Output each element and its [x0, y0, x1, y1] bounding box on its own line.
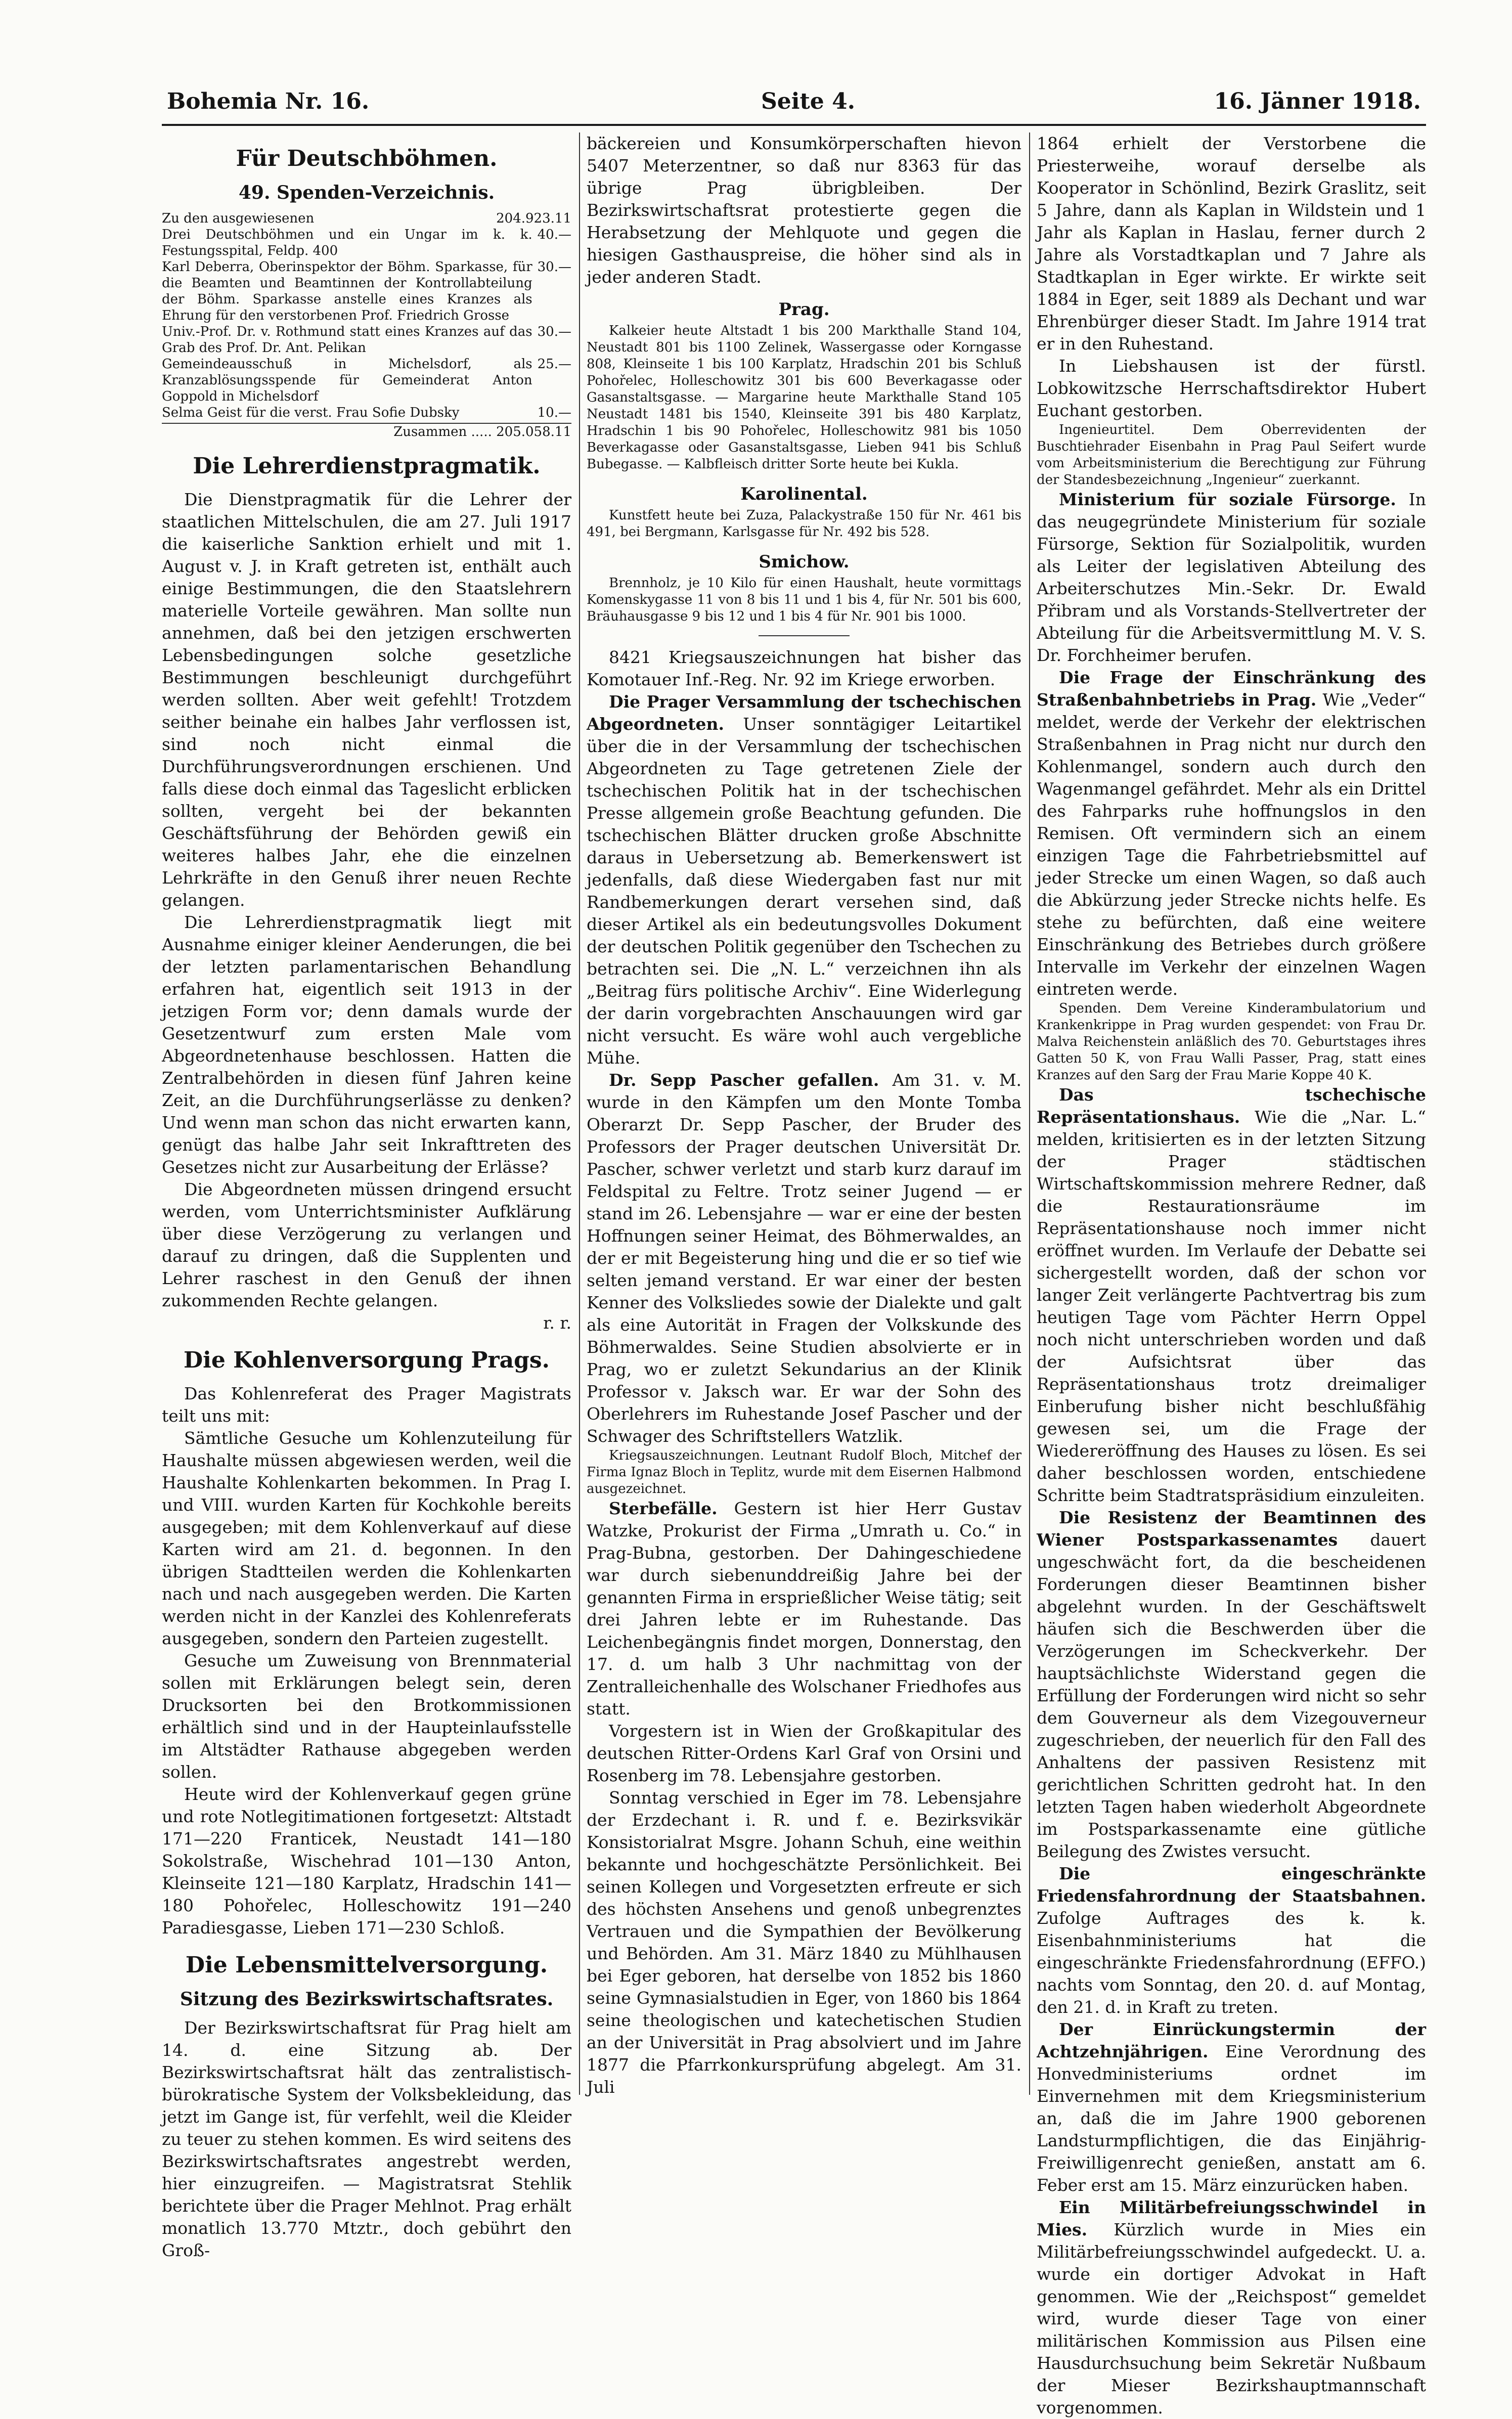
article-lead-label: Der Einrückungstermin der Achtzehnjährigen. — [1037, 2019, 1426, 2061]
donation-text: Selma Geist für die verst. Frau Sofie Dubsky — [162, 405, 460, 420]
donation-text: Gemeindeausschuß in Michelsdorf, als Kranzablösungsspende für Gemeinderat Anton Goppold in Michelsdorf — [162, 357, 532, 404]
donation-row — [162, 405, 571, 421]
article-text: Kürzlich wurde in Mies ein Militärbefreiungsschwindel aufgedeckt. U. a. wurde ein dortiger Advokat in Haft genommen. Wie der „Reichspost“ gemeldet wird, wurde dieser Tage von einer militärischen Kommission aus Pilsen eine Hausdurchsuchung beim Sekretär Nußbaum der Mieser Bezirkshauptmannschaft vorgenommen. — [1037, 2220, 1426, 2417]
article-lead-label: Sterbefälle. — [609, 1499, 718, 1518]
article-paragraph: Sämtliche Gesuche um Kohlenzuteilung für Haushalte müssen abgewiesen werden, weil die Haushalte Kohlenkarten bekommen. In Prag I. und VIII. wurden Karten für Kochkohle bereits ausgegeben; mit dem Kohlenverkauf auf diese Karten wird am 21. d. begonnen. In den übrigen Stadtteilen werden die Kohlenkarten nach und nach ausgegeben werden. Die Karten werden nicht in der Kanzlei des Kohlenreferats ausgegeben, sondern den Parteien zugestellt. — [162, 1428, 571, 1648]
article-text: Eine Verordnung des Honvedministeriums ordnet im Einvernehmen mit dem Kriegsministerium an, daß die im Jahre 1900 geborenen Landsturmpflichtigen, die das Einjährig-Freiwilligenrecht genießen, anstatt am 6. Feber erst am 15. März einzurücken haben. — [1037, 2042, 1426, 2195]
article-lead-label: Die eingeschränkte Friedensfahrordnung der Staatsbahnen. — [1037, 1864, 1426, 1906]
article-paragraph: bäckereien und Konsumkörperschaften hievon 5407 Meterzentner, so daß nur 8363 für das übrige Prag übrigbleiben. Der Bezirkswirtschaftsrat protestierte gegen die Herabsetzung der Mehlquote und gegen die hiesigen Gasthauspreise, die höher sind als in jeder anderen Stadt. — [587, 134, 1021, 287]
article-paragraph — [1037, 2196, 1426, 2419]
notice-paragraph: Ingenieurtitel. Dem Oberrevidenten der Buschtiehrader Eisenbahn in Prag Paul Seifert wurde vom Arbeitsministerium die Berechtigung zur Führung der Standesbezeichnung „Ingenieur“ zuerkannt. — [1037, 422, 1426, 488]
article-paragraph — [1037, 489, 1426, 667]
section-heading-prag: Prag. — [778, 299, 830, 320]
donation-row — [162, 210, 571, 227]
column-divider — [1029, 133, 1030, 2095]
article-paragraph: Heute wird der Kohlenverkauf gegen grüne und rote Notlegitimationen fortgesetzt: Altstadt 171—220 Franticek, Neustadt 141—180 Sokolstraße, Wischehrad 101—130 Anton, Kleinseite 121—180 Karplatz, Hradschin 141—180 Pohořelec, Holleschowitz 191—240 Paradiesgasse, Lieben 171—230 Schloß. — [162, 1784, 571, 1938]
column-divider — [579, 133, 580, 2095]
column-3 — [1037, 133, 1426, 2417]
donation-row — [162, 259, 571, 324]
section-separator — [759, 635, 850, 636]
donation-row — [162, 324, 571, 356]
page-header — [167, 89, 1421, 119]
article-paragraph — [1037, 1863, 1426, 2018]
article-paragraph — [1037, 1507, 1426, 1863]
article-paragraph: Das Kohlenreferat des Prager Magistrats teilt uns mit: — [162, 1384, 571, 1426]
article-text: Unser sonntägiger Leitartikel über die in der Versammlung der tschechischen Abgeordneten zu Tage getretenen Ziele der tschechischen Politik hat in der tschechischen Presse allgemein große Beachtung gefunden. Die tschechischen Blätter drucken große Abschnitte daraus in Uebersetzung ab. Bemerkenswert ist jedenfalls, daß diese Wiedergaben fast nur mit Randbemerkungen derart versehen sind, daß dieser Artikel als ein bedeutungsvolles Dokument der deutschen Politik gegenüber den Tschechen zu betrachten sei. Die „N. L.“ verzeichnen ihn als „Beitrag fürs politische Archiv“. Eine Widerlegung der darin vorgebrachten Anschauungen wird gar nicht versucht. Es wäre wohl auch vergebliche Mühe. — [587, 714, 1021, 1068]
header-date: 16. Jänner 1918. — [1214, 89, 1421, 114]
subheadline-spenden: 49. Spenden-Verzeichnis. — [238, 182, 495, 203]
article-paragraph: 8421 Kriegsauszeichnungen hat bisher das Komotauer Inf.-Reg. Nr. 92 im Kriege erworben. — [587, 647, 1021, 689]
notice-paragraph: Spenden. Dem Vereine Kinderambulatorium und Krankenkrippe in Prag wurden gespendet: von Frau Dr. Malva Reichenstein anläßlich des 70. Geburtstages ihres Gatten 50 K, von Frau Walli Passer, Prag, statt eines Kranzes auf den Sarg der Frau Marie Koppe 40 K. — [1037, 1001, 1426, 1083]
donation-row — [162, 356, 571, 405]
donation-total: Zusammen ..... 205.058.11 — [162, 423, 571, 440]
article-text: Zufolge Auftrages des k. k. Eisenbahnministeriums hat die eingeschränkte Friedensfahrordnung (EFFO.) nachts vom Sonntag, den 20. d. auf Montag, den 21. d. in Kraft zu treten. — [1037, 1908, 1426, 2017]
article-lead-label: Das tschechische Repräsentationshaus. — [1037, 1085, 1426, 1127]
notice-paragraph: Brennholz, je 10 Kilo für einen Haushalt, heute vormittags Komenskygasse 11 von 8 bis 11 und 1 bis 4, für Nr. 501 bis 600, Bräuhausgasse 9 bis 12 und 1 bis 4 für Nr. 901 bis 1000. — [587, 576, 1021, 624]
article-paragraph: Sonntag verschied in Eger im 78. Lebensjahre der Erzdechant i. R. und f. e. Bezirksvikär Konsistorialrat Msgre. Johann Schuh, eine weithin bekannte und hochgeschätzte Persönlichkeit. Bei seinen Kollegen und Vorgesetzten erfreute er sich des höchsten Ansehens und genoß unbegrenztes Vertrauen und die Sympathien der Bevölkerung und Behörden. Am 31. März 1840 zu Mühlhausen bei Eger geboren, hat derselbe von 1852 bis 1860 seine Gymnasialstudien in Eger, von 1860 bis 1864 seine theologischen und katechetischen Studien an der Universität in Prag absolviert und im Jahre 1877 die Pfarrkonkursprüfung abgelegt. Am 31. Juli — [587, 1788, 1021, 2097]
article-paragraph — [587, 691, 1021, 1069]
donation-amount: 30.— — [537, 324, 571, 339]
total-label: Zusammen — [393, 424, 467, 439]
article-paragraph: Die Abgeordneten müssen dringend ersucht werden, vom Unterrichtsminister Aufklärung über diese Verzögerung zu verlangen und darauf zu dringen, daß die Supplenten und Lehrer raschest in den Genuß der ihnen zukommenden Rechte gelangen. — [162, 1179, 571, 1310]
subheadline-bezirkswirtschaftsrat: Sitzung des Bezirkswirtschaftsrates. — [180, 1989, 554, 2010]
article-lead-label: Die Frage der Einschränkung des Straßenbahnbetriebs in Prag. — [1037, 668, 1426, 710]
article-text: In das neugegründete Ministerium für soziale Fürsorge, Sektion für Sozialpolitik, wurden als Leiter der legislativen Abteilung des Arbeiterschutzes Min.-Sekr. Dr. Ewald Přibram und als Vorstands-Stellvertreter der Abteilung für die Arbeitsvermittlung M. V. S. Dr. Forchheimer berufen. — [1037, 490, 1426, 665]
headline-deutschboehmen: Für Deutschböhmen. — [236, 146, 498, 171]
notice-paragraph: Kalkeier heute Altstadt 1 bis 200 Markthalle Stand 104, Neustadt 801 bis 1100 Zelinek, Wassergasse oder Korngasse 808, Kleinseite 1 bis 100 Karplatz, Hradschin 201 bis Schluß Pohořelec, Holleschowitz 301 bis 600 Beverkagasse oder Gasanstaltsgasse. — Margarine heute Markthalle Stand 105 Neustadt 1481 bis 1540, Kleinseite 391 bis 480 Karplatz, Hradschin 1 bis 90 Pohořelec, Holleschowitz 981 bis 1050 Beverkagasse oder Gasanstaltsgasse, Lieben 941 bis Schluß Bubegasse. — Kalbfleisch dritter Sorte heute bei Kukla. — [587, 323, 1021, 472]
article-paragraph — [587, 1498, 1021, 1720]
article-paragraph: 1864 erhielt der Verstorbene die Priesterweihe, worauf derselbe als Kooperator in Schönlind, Bezirk Graslitz, seit 5 Jahre, dann als Kaplan in Wildstein und 1 Jahr als Kaplan in Haslau, ferner durch 2 Jahre als Vorstadtkaplan und 7 Jahre als Stadtkaplan in Eger wirkte. Er wirkte seit 1884 in Eger, seit 1889 als Dechant und war Ehrenbürger dieser Stadt. Im Jahre 1914 trat er in den Ruhestand. — [1037, 134, 1426, 354]
article-lead-label: Ein Militärbefreiungsschwindel in Mies. — [1037, 2197, 1426, 2239]
header-rule — [162, 124, 1426, 126]
headline-lebensmittelversorgung: Die Lebensmittelversorgung. — [185, 1952, 548, 1978]
header-page-number: Seite 4. — [761, 89, 856, 114]
donation-text: Zu den ausgewiesenen — [162, 211, 315, 226]
article-signature: r. r. — [543, 1313, 571, 1333]
notice-paragraph: Kriegsauszeichnungen. Leutnant Rudolf Bloch, Mitchef der Firma Ignaz Bloch in Teplitz, wurde mit dem Eisernen Halbmond ausgezeichnet. — [587, 1448, 1021, 1497]
headline-kohlenversorgung: Die Kohlenversorgung Prags. — [183, 1347, 550, 1373]
article-text: Wie „Veder“ meldet, werde der Verkehr der elektrischen Straßenbahnen in Prag nicht nur durch den Kohlenmangel, sondern auch durch den Wagenmangel gefährdet. Mehr als ein Drittel des Fahrparks ruhe hoffnungslos in den Remisen. Oft vermindern sich an einem einzigen Tage die Fahrbetriebsmittel auf jeder Strecke um einen Wagen, so daß auch die Abkürzung jeder Strecke nichts helfe. Es stehe zu befürchten, daß eine weitere Einschränkung des Betriebes durch größere Intervalle im Verkehr der einzelnen Wagen eintreten werde. — [1037, 690, 1426, 999]
section-heading-karolinental: Karolinental. — [740, 484, 868, 504]
total-amount: 205.058.11 — [496, 424, 571, 439]
donation-text: Karl Deberra, Oberinspektor der Böhm. Sparkasse, für die Beamten und Beamtinnen der Kontrollabteilung der Böhm. Sparkasse anstelle eines Kranzes als Ehrung für den verstorbenen Prof. Friedrich Grosse — [162, 259, 532, 323]
article-text: Wie die „Nar. L.“ melden, kritisierten es in der letzten Sitzung der Prager städtischen Wirtschaftskommission mehrere Redner, daß die Restaurationsräume im Repräsentationshause noch immer nicht eröffnet wurden. Im Verlaufe der Debatte sei sichergestellt worden, daß der schon vor langer Zeit verlängerte Pachtvertrag bis zum heutigen Tage vom Pächter Herrn Oppel noch nicht unterschrieben worden und daß der Aufsichtsrat über das Repräsentationshaus trotz dreimaliger Einberufung bisher nicht beschlußfähig gewesen sei, um die Frage der Wiedereröffnung des Hauses zu lösen. Es sei daher beschlossen worden, entschiedene Schritte beim Stadtratspräsidium einzuleiten. — [1037, 1107, 1426, 1505]
donation-amount: 204.923.11 — [496, 211, 571, 226]
article-paragraph: Die Dienstpragmatik für die Lehrer der staatlichen Mittelschulen, die am 27. Juli 1917 die kaiserliche Sanktion erhielt und mit 1. August v. J. in Kraft getreten ist, enthält auch einige Bestimmungen, die den Staatslehrern materielle Vorteile gewähren. Man sollte nun annehmen, daß bei den jetzigen erschwerten Lebensbedingungen solche gesetzliche Bestimmungen beschleunigt durchgeführt werden sollten. Aber weit gefehlt! Trotzdem seither beinahe ein halbes Jahr verflossen ist, sind noch nicht einmal die Durchführungsverordnungen erschienen. Und falls diese doch einmal das Tageslicht erblicken sollten, vergeht bei der bekannten Geschäftsführung der Behörden gewiß ein weiteres halbes Jahr, ehe die einzelnen Lehrkräfte in den Genuß ihrer neuen Rechte gelangen. — [162, 490, 571, 910]
donation-amount: 30.— — [537, 259, 571, 275]
article-lead-label: Ministerium für soziale Fürsorge. — [1059, 490, 1396, 509]
article-text: Gestern ist hier Herr Gustav Watzke, Prokurist der Firma „Umrath u. Co.“ in Prag-Bubna, gestorben. Der Dahingeschiedene war durch siebenunddreißig Jahre bei der genannten Firma in ersprießlicher Weise tätig; seit drei Jahren lebte er im Ruhestande. Das Leichenbegängnis findet morgen, Donnerstag, den 17. d. um halb 3 Uhr nachmittag von der Zentralleichenhalle des Wolschaner Friedhofes aus statt. — [587, 1499, 1021, 1719]
article-text: Am 31. v. M. wurde in den Kämpfen um den Monte Tomba Oberarzt Dr. Sepp Pascher, der Bruder des Professors der Prager deutschen Universität Dr. Pascher, schwer verletzt und starb kurz darauf im Feldspital zu Feltre. Trotz seiner Jugend — er stand im 26. Lebensjahre — war er eine der besten Hoffnungen seiner Heimat, des Böhmerwaldes, an der er mit Begeisterung hing und die er so tief wie selten jemand verstand. Er war einer der besten Kenner des Volksliedes sowie der Dialekte und galt als eine Autorität in Fragen der Volkskunde des Böhmerwaldes. Seine Studien absolvierte er in Prag, wo er zuletzt Sekundarius an der Klinik Professor v. Jaksch war. Er war der Sohn des Oberlehrers im Ruhestande Josef Pascher und der Schwager des Schriftstellers Watzlik. — [587, 1070, 1021, 1446]
article-paragraph — [1037, 2018, 1426, 2196]
article-paragraph — [587, 1069, 1021, 1447]
donation-text: Univ.-Prof. Dr. v. Rothmund statt eines Kranzes auf das Grab des Prof. Dr. Ant. Pelikan — [162, 324, 532, 356]
article-paragraph — [1037, 1084, 1426, 1507]
header-paper-number: Bohemia Nr. 16. — [167, 89, 370, 114]
donation-amount: 10.— — [537, 405, 571, 420]
article-lead-label: Die Prager Versammlung der tschechischen Abgeordneten. — [587, 692, 1021, 734]
section-heading-smichow: Smichow. — [759, 552, 850, 572]
article-paragraph: Vorgestern ist in Wien der Großkapitular des deutschen Ritter-Ordens Karl Graf von Orsini und Rosenberg im 78. Lebensjahre gestorben. — [587, 1721, 1021, 1785]
article-text: dauert ungeschwächt fort, da die bescheidenen Forderungen dieser Beamtinnen bisher abgelehnt wurden. In der Geschäftswelt häufen sich die Beschwerden über die Verzögerungen im Scheckverkehr. Der hauptsächlichste Widerstand gegen die Erfüllung der Forderungen wird nicht so sehr dem Gouverneur als dem Vizegouverneur zugeschrieben, der neuerlich für den Fall des Anhaltens der passiven Resistenz mit gerichtlichen Schritten gedroht hat. In den letzten Tagen haben wiederholt Abgeordnete im Postsparkassenamte eine gütliche Beilegung des Zwistes versucht. — [1037, 1530, 1426, 1861]
headline-lehrerdienstpragmatik: Die Lehrerdienstpragmatik. — [193, 453, 541, 479]
column-1 — [162, 133, 571, 2260]
article-paragraph: Der Bezirkswirtschaftsrat für Prag hielt am 14. d. eine Sitzung ab. Der Bezirkswirtschaftsrat hält das zentralistisch-bürokratische System der Volksbekleidung, das jetzt im Gange ist, für verfehlt, weil die Kleider zu teuer zu stehen kommen. Es wird seitens des Bezirkswirtschaftsrates angestrebt werden, hier einzugreifen. — Magistratsrat Stehlik berichtete über die Prager Mehlnot. Prag erhält monatlich 13.770 Mtztr., doch gebührt den Groß- — [162, 2018, 571, 2260]
column-2 — [587, 133, 1021, 2095]
article-paragraph: Gesuche um Zuweisung von Brennmaterial sollen mit Erklärungen belegt sein, deren Drucksorten bei den Brotkommissionen erhältlich sind und in der Haupteinlaufsstelle im Altstädter Rathause abgegeben werden sollen. — [162, 1651, 571, 1782]
donation-amount: 40.— — [537, 227, 571, 242]
article-lead-label: Die Resistenz der Beamtinnen des Wiener Postsparkassenamtes — [1037, 1508, 1426, 1550]
donation-amount: 25.— — [537, 357, 571, 372]
article-lead-label: Dr. Sepp Pascher gefallen. — [609, 1070, 879, 1090]
donation-row — [162, 227, 571, 259]
notice-paragraph: Kunstfett heute bei Zuza, Palackystraße 150 für Nr. 461 bis 491, bei Bergmann, Karlsgasse für Nr. 492 bis 528. — [587, 508, 1021, 540]
article-paragraph — [1037, 667, 1426, 1000]
article-paragraph: Die Lehrerdienstpragmatik liegt mit Ausnahme einiger kleiner Aenderungen, die bei der letzten parlamentarischen Behandlung erfahren hat, eigentlich seit 1913 in der jetzigen Form vor; denn damals wurde der Gesetzentwurf zum ersten Male vom Abgeordnetenhause beschlossen. Hatten die Zentralbehörden in diesen fünf Jahren keine Zeit, an die Durchführungserlässe zu denken? Und wenn man schon das nicht erwarten kann, genügt das halbe Jahr seit Inkrafttreten des Gesetzes nicht zur Ausarbeitung der Erlässe? — [162, 912, 571, 1177]
donation-list — [162, 210, 571, 440]
donation-text: Drei Deutschböhmen und ein Ungar im k. k. Festungsspital, Feldp. 400 — [162, 227, 532, 258]
article-paragraph: In Liebshausen ist der fürstl. Lobkowitzsche Herrschaftsdirektor Hubert Euchant gestorben. — [1037, 356, 1426, 420]
